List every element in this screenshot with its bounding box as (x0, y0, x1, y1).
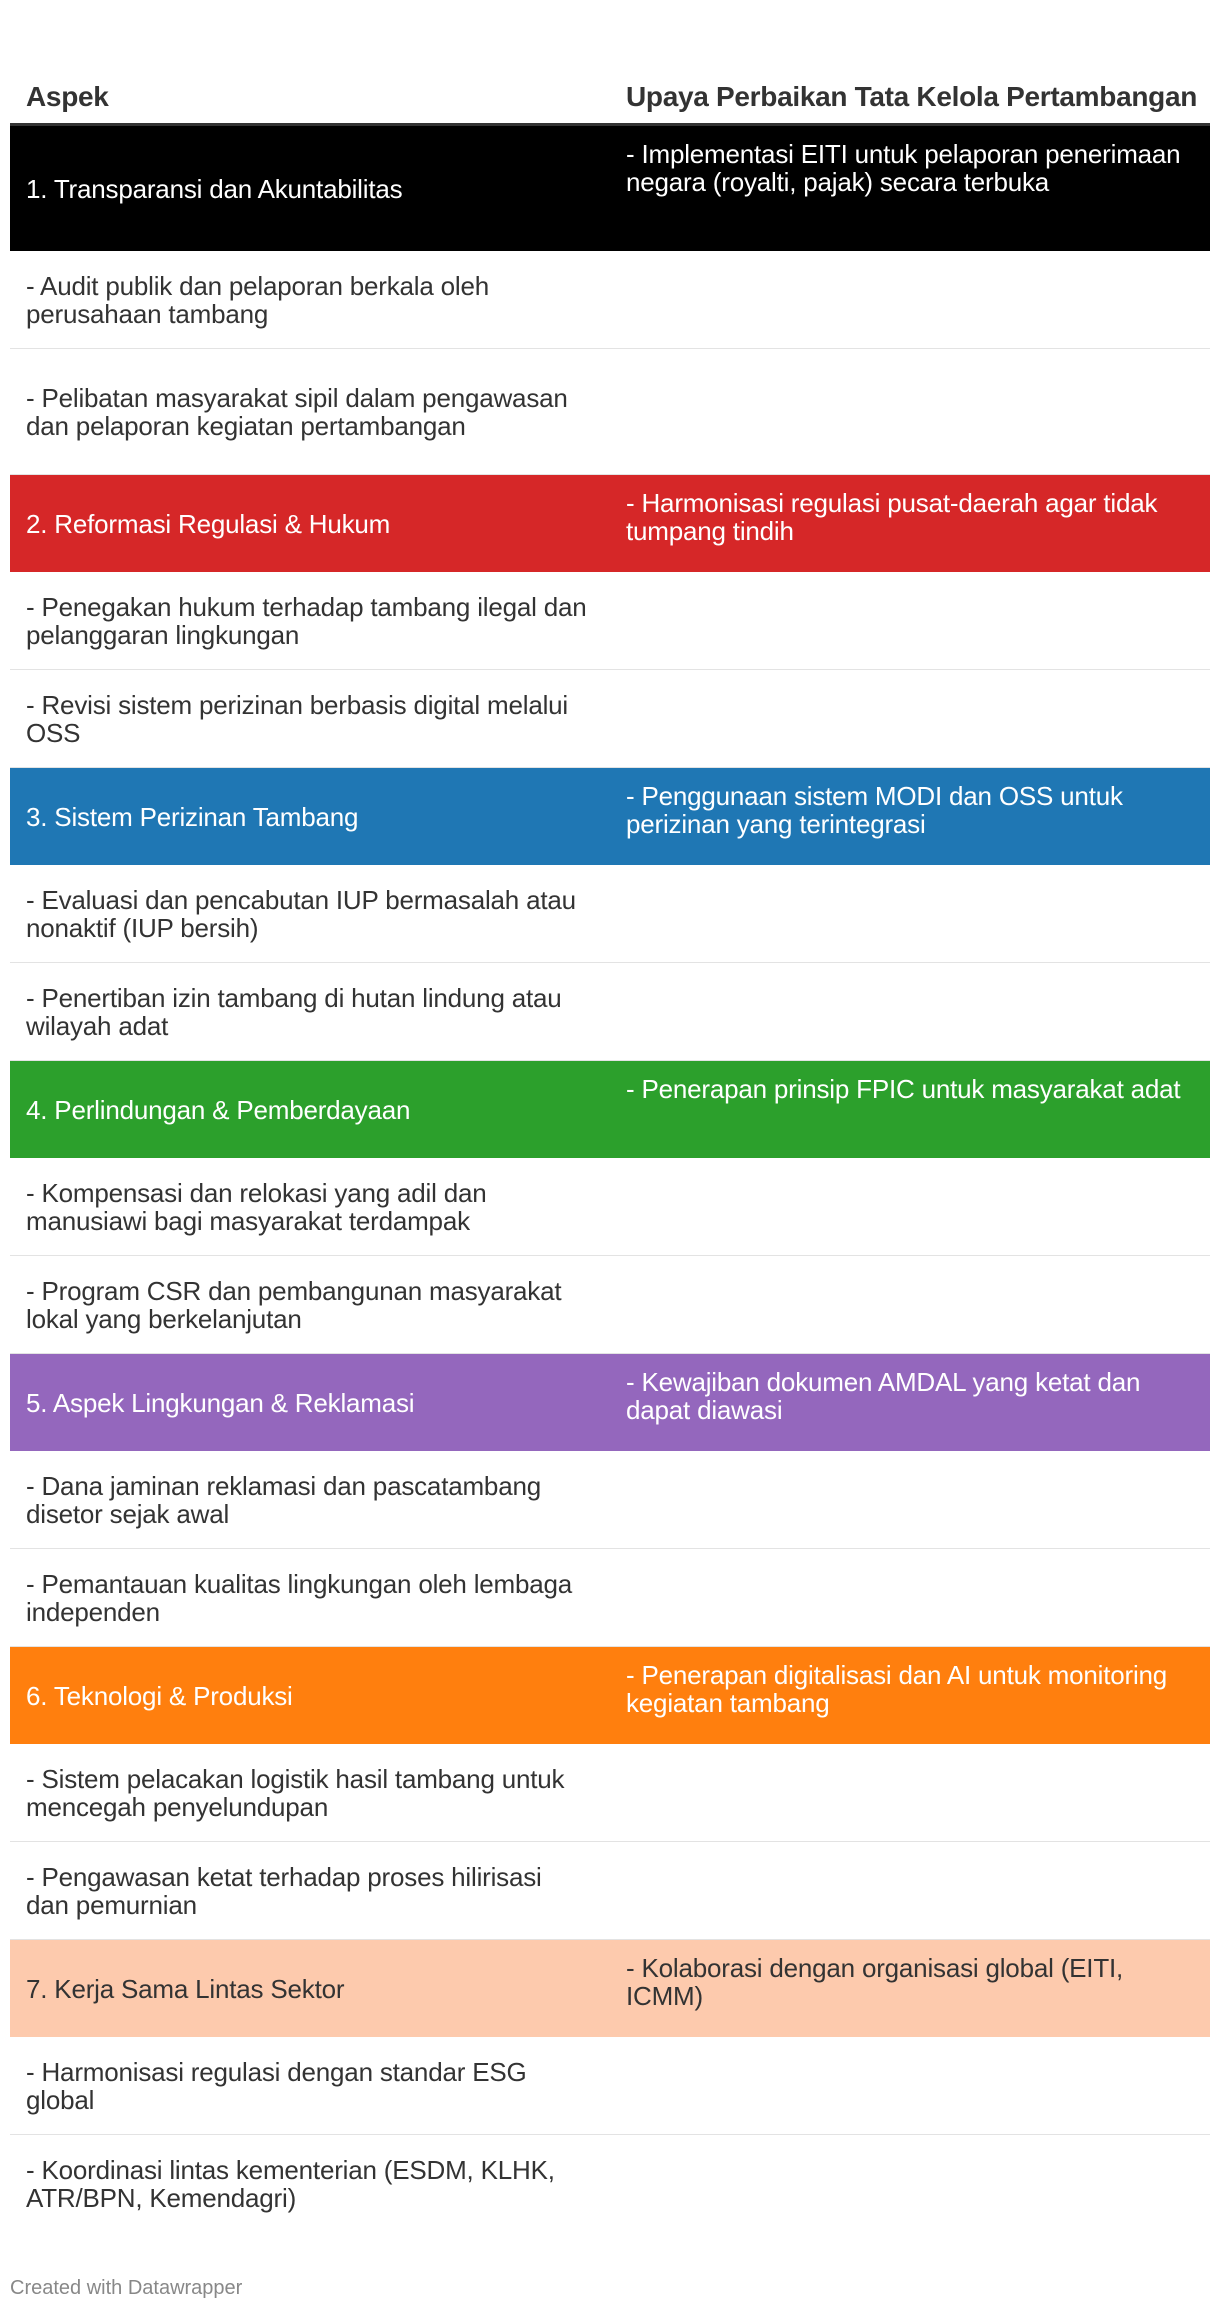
table-cell-upaya: - Penerapan digitalisasi dan AI untuk monitoring kegiatan tambang (626, 1660, 1168, 1718)
table-cell-aspek: - Program CSR dan pembangunan masyarakat lokal yang berkelanjutan (26, 1275, 562, 1334)
table-row (10, 963, 1210, 1061)
table-cell-aspek: - Penegakan hukum terhadap tambang ilegal dan pelanggaran lingkungan (26, 591, 587, 650)
table-cell-upaya: - Harmonisasi regulasi pusat-daerah agar tidak tumpang tindih (626, 488, 1158, 546)
table-cell-aspek: 3. Sistem Perizinan Tambang (26, 801, 359, 832)
table-cell-aspek: - Evaluasi dan pencabutan IUP bermasalah atau nonaktif (IUP bersih) (26, 884, 576, 943)
table-cell-upaya: - Penggunaan sistem MODI dan OSS untuk perizinan yang terintegrasi (626, 781, 1123, 839)
table-row (10, 1256, 1210, 1354)
table-row (10, 1354, 1210, 1451)
table-row (10, 475, 1210, 572)
table-cell-aspek: 7. Kerja Sama Lintas Sektor (26, 1973, 345, 2004)
table-row (10, 572, 1210, 670)
table-row (10, 1744, 1210, 1842)
data-table (10, 30, 1210, 2233)
table-cell-upaya: - Penerapan prinsip FPIC untuk masyarakat adat (626, 1074, 1181, 1104)
column-header-aspek[interactable]: Aspek (26, 81, 109, 112)
table-row (10, 1061, 1210, 1158)
table-cell-aspek: 2. Reformasi Regulasi & Hukum (26, 508, 391, 539)
table-row (10, 670, 1210, 768)
table-cell-upaya: - Kolaborasi dengan organisasi global (EITI, ICMM) (626, 1953, 1124, 2011)
table-cell-aspek: 6. Teknologi & Produksi (26, 1680, 293, 1711)
table-cell-aspek: - Sistem pelacakan logistik hasil tambang untuk mencegah penyelundupan (26, 1763, 565, 1822)
table-row (10, 1549, 1210, 1647)
table-cell-aspek: - Revisi sistem perizinan berbasis digital melalui OSS (26, 689, 568, 748)
table-cell-aspek: - Pelibatan masyarakat sipil dalam pengawasan dan pelaporan kegiatan pertambangan (26, 382, 568, 441)
table-row (10, 2037, 1210, 2135)
datawrapper-credit[interactable]: Created with Datawrapper (10, 2277, 243, 2299)
table-cell-aspek: - Harmonisasi regulasi dengan standar ESG global (26, 2056, 527, 2115)
table-row (10, 865, 1210, 963)
table-cell-aspek: - Pemantauan kualitas lingkungan oleh lembaga independen (26, 1568, 573, 1627)
table-cell-aspek: - Pengawasan ketat terhadap proses hilirisasi dan pemurnian (26, 1861, 542, 1920)
table-row (10, 126, 1210, 251)
table-cell-aspek: - Audit publik dan pelaporan berkala oleh perusahaan tambang (26, 270, 490, 329)
table-row (10, 1158, 1210, 1256)
table-header (10, 30, 1210, 126)
table-cell-aspek: - Penertiban izin tambang di hutan lindung atau wilayah adat (26, 982, 562, 1041)
table-cell-upaya: - Implementasi EITI untuk pelaporan penerimaan negara (royalti, pajak) secara terbuka (626, 139, 1181, 197)
table-row (10, 1940, 1210, 2037)
table-row (10, 251, 1210, 349)
table-row (10, 1451, 1210, 1549)
table-row (10, 349, 1210, 475)
column-header-upaya[interactable]: Upaya Perbaikan Tata Kelola Pertambangan (626, 81, 1198, 112)
table-cell-aspek: 4. Perlindungan & Pemberdayaan (26, 1094, 411, 1125)
table-cell-aspek: - Koordinasi lintas kementerian (ESDM, KLHK, ATR/BPN, Kemendagri) (26, 2155, 555, 2213)
table-row (10, 1647, 1210, 1744)
table-row (10, 768, 1210, 865)
table-row (10, 2135, 1210, 2233)
table-cell-aspek: - Kompensasi dan relokasi yang adil dan manusiawi bagi masyarakat terdampak (26, 1177, 487, 1236)
table-cell-aspek: - Dana jaminan reklamasi dan pascatambang disetor sejak awal (26, 1470, 541, 1529)
table-cell-aspek: 5. Aspek Lingkungan & Reklamasi (26, 1387, 415, 1418)
table-cell-upaya: - Kewajiban dokumen AMDAL yang ketat dan dapat diawasi (626, 1367, 1141, 1425)
table-row (10, 1842, 1210, 1940)
table-cell-aspek: 1. Transparansi dan Akuntabilitas (26, 173, 403, 204)
